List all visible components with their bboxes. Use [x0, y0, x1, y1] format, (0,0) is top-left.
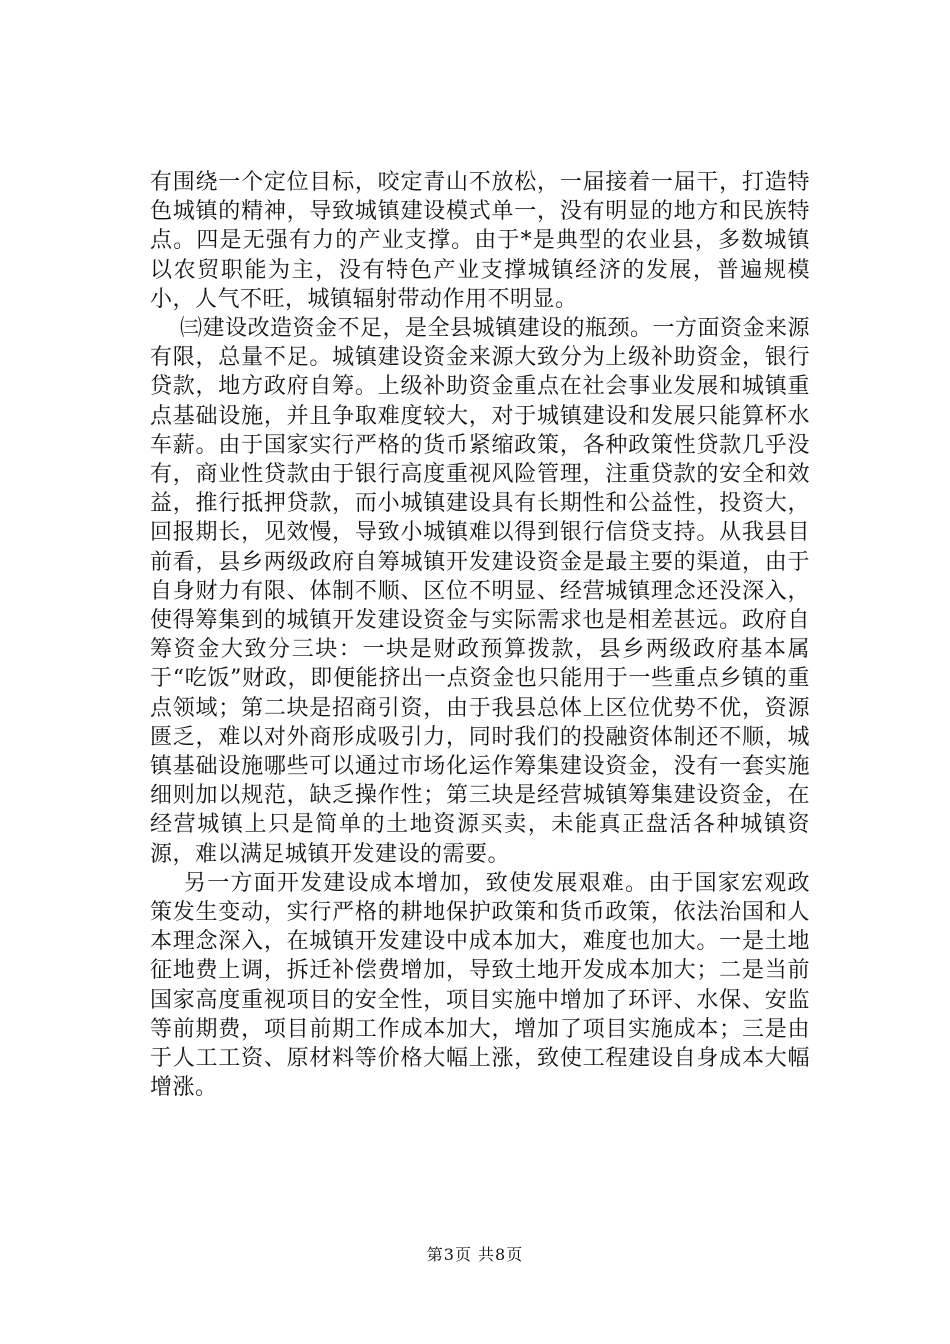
paragraph-continuation: 有围绕一个定位目标，咬定青山不放松，一届接着一届干，打造特色城镇的精神，导致城镇建设模式单一，没有明显的地方和民族特点。四是无强有力的产业支撑。由于*是典型的农业县，多数城镇以农贸职能为主，没有特色产业支撑城镇经济的发展，普遍规模小，人气不旺，城镇辐射带动作用不明显。 — [150, 170, 810, 312]
paragraph-funding-shortage: ㈢建设改造资金不足，是全县城镇建设的瓶颈。一方面资金来源有限，总量不足。城镇建设资金来源大致分为上级补助资金，银行贷款，地方政府自筹。上级补助资金重点在社会事业发展和城镇重点基础设施，并且争取难度较大，对于城镇建设和发展只能算杯水车薪。由于国家实行严格的货币紧缩政策，各种政策性贷款几乎没有，商业性贷款由于银行高度重视风险管理，注重贷款的安全和效益，推行抵押贷款，而小城镇建设具有长期性和公益性，投资大，回报期长，见效慢，导致小城镇难以得到银行信贷支持。从我县目前看，县乡两级政府自筹城镇开发建设资金是最主要的渠道，由于自身财力有限、体制不顺、区位不明显、经营城镇理念还没深入，使得筹集到的城镇开发建设资金与实际需求也是相差甚远。政府自筹资金大致分三块：一块是财政预算拨款，县乡两级政府基本属于“吃饭”财政，即便能挤出一点资金也只能用于一些重点乡镇的重点领域；第二块是招商引资，由于我县总体上区位优势不优，资源匮乏，难以对外商形成吸引力，同时我们的投融资体制还不顺，城镇基础设施哪些可以通过市场化运作筹集建设资金，没有一套实施细则加以规范，缺乏操作性；第三块是经营城镇筹集建设资金，在经营城镇上只是简单的土地资源买卖，未能真正盘活各种城镇资源，难以满足城镇开发建设的需要。 — [150, 316, 811, 867]
page-number-footer: 第3页 共8页 — [426, 1245, 524, 1264]
document-body — [150, 168, 810, 1103]
paragraph-rising-costs: 另一方面开发建设成本增加，致使发展艰难。由于国家宏观政策发生变动，实行严格的耕地保护政策和货币政策，依法治国和人本理念深入，在城镇开发建设中成本加大，难度也加大。一是土地征地费上调，拆迁补偿费增加，导致土地开发成本加大；二是当前国家高度重视项目的安全性，项目实施中增加了环评、水保、安监等前期费，项目前期工作成本加大，增加了项目实施成本；三是由于人工工资、原材料等价格大幅上涨，致使工程建设自身成本大幅增涨。 — [150, 870, 810, 1101]
